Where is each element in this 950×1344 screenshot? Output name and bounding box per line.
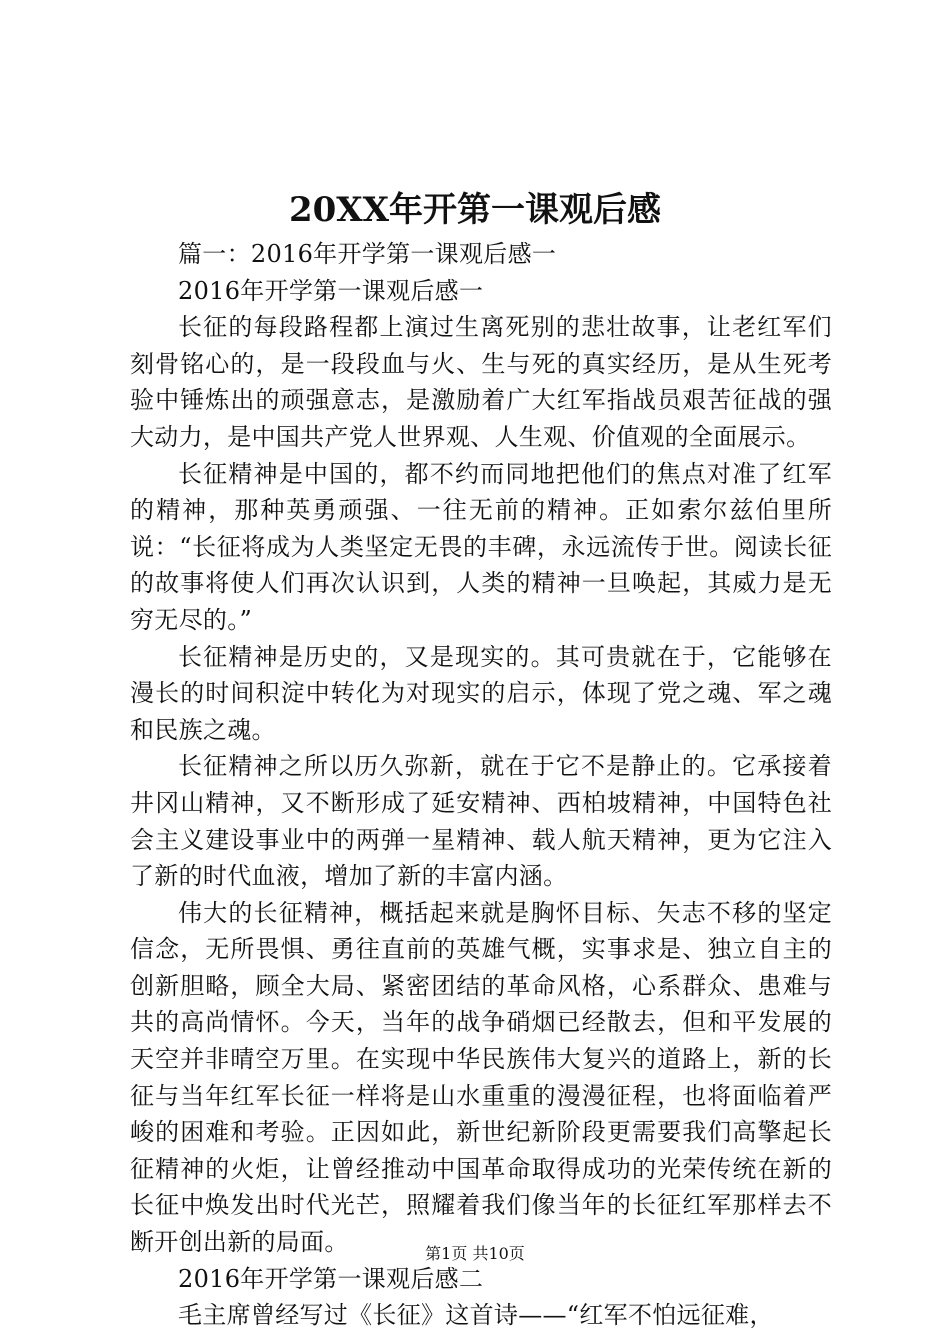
section-heading: 篇一：2016年开学第一课观后感一 xyxy=(178,240,557,268)
subheading-one: 2016年开学第一课观后感一 xyxy=(178,276,484,305)
document-title: 20XX年开第一课观后感 xyxy=(288,190,662,230)
paragraph-1: 长征的每段路程都上演过生离死别的悲壮故事，让老红军们刻骨铭心的，是一段段血与火、生与死的真实经历，是从生死考验中锤炼出的顽强意志，是激励着广大红军指战员艰苦征战的强大动力，是中国共产党人世界观、人生观、价值观的全面展示。 xyxy=(130,313,832,451)
subheading-two: 2016年开学第一课观后感二 xyxy=(178,1264,484,1293)
paragraph-2: 长征精神是中国的，都不约而同地把他们的焦点对准了红军的精神，那种英勇顽强、一往无前的精神。正如索尔兹伯里所说：“长征将成为人类坚定无畏的丰碑，永远流传于世。阅读长征的故事将使人们再次认识到，人类的精神一旦唤起，其威力是无穷无尽的。” xyxy=(130,459,832,634)
document-body xyxy=(130,236,832,1334)
paragraph-6: 毛主席曾经写过《长征》这首诗——“红军不怕远征难， xyxy=(178,1301,774,1330)
paragraph-5: 伟大的长征精神，概括起来就是胸怀目标、矢志不移的坚定信念，无所畏惧、勇往直前的英雄气概，实事求是、独立自主的创新胆略，顾全大局、紧密团结的革命风格，心系群众、患难与共的高尚情怀。今天，当年的战争硝烟已经散去，但和平发展的天空并非晴空万里。在实现中华民族伟大复兴的道路上，新的长征与当年红军长征一样将是山水重重的漫漫征程，也将面临着严峻的困难和考验。正因如此，新世纪新阶段更需要我们高擎起长征精神的火炬，让曾经推动中国革命取得成功的光荣传统在新的长征中焕发出时代光芒，照耀着我们像当年的长征红军那样去不断开创出新的局面。 xyxy=(130,898,832,1257)
page-number-footer: 第1页 共10页 xyxy=(425,1244,525,1263)
paragraph-3: 长征精神是历史的，又是现实的。其可贵就在于，它能够在漫长的时间积淀中转化为对现实的启示，体现了党之魂、军之魂和民族之魂。 xyxy=(130,642,832,744)
paragraph-4: 长征精神之所以历久弥新，就在于它不是静止的。它承接着井冈山精神，又不断形成了延安精神、西柏坡精神，中国特色社会主义建设事业中的两弹一星精神、载人航天精神，更为它注入了新的时代血液，增加了新的丰富内涵。 xyxy=(130,752,832,891)
